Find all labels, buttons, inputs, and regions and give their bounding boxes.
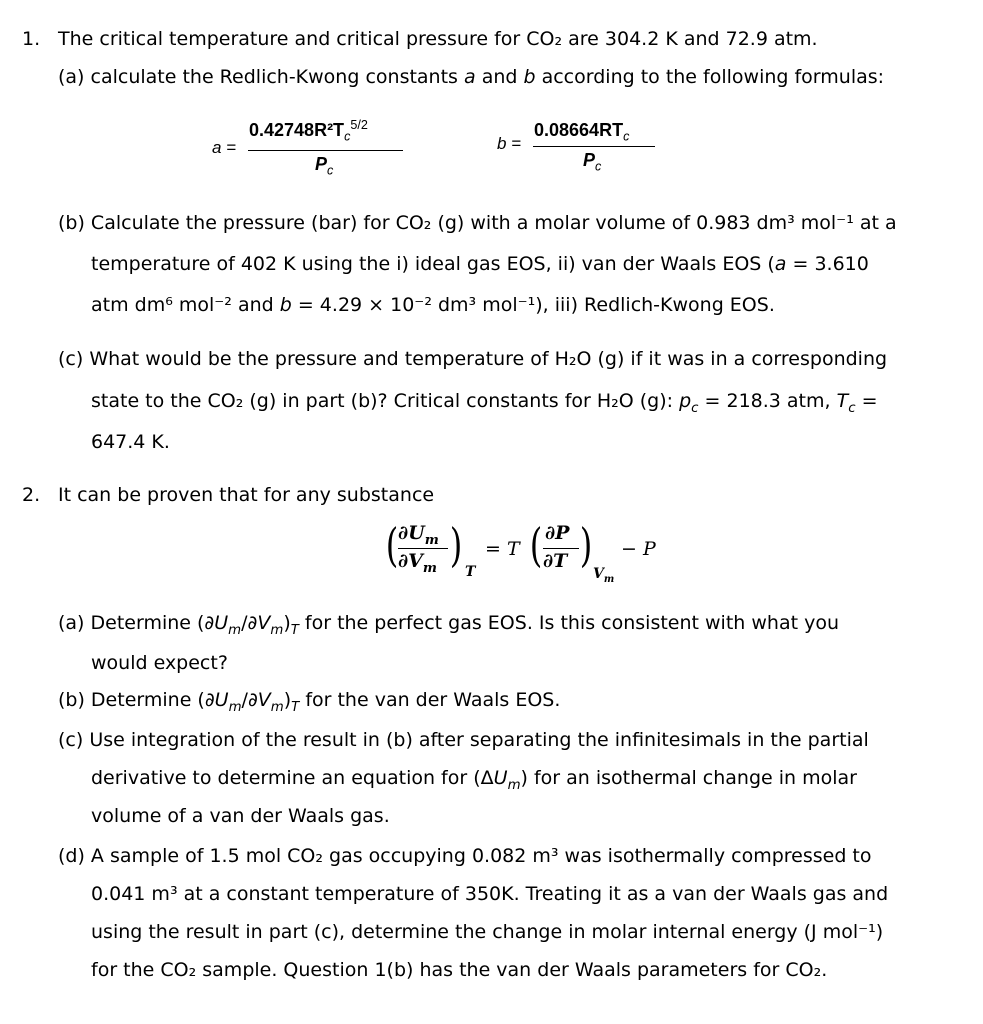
q2a-line-2: would expect? [91,652,228,674]
eq-bar-2 [543,548,579,549]
formula-b-num-text: 0.08664RT [534,120,624,140]
deriv-T: T [290,622,299,638]
q1c-text-2b: = 218.3 atm, [698,390,837,412]
formula-a-num-sub: c [344,129,351,144]
q1c-line-2 [91,388,878,414]
q1c-line-1 [58,346,887,372]
formula-a-lhs: a = [212,138,237,157]
formula-b-den-text: P [583,150,596,170]
formula-a-num-text: 0.42748R²T [249,120,345,140]
eq-sub-Vm-sub: m [603,573,615,585]
q1a-label: (a) [58,66,85,88]
q1a-line-1 [58,64,884,90]
q1c-label: (c) [58,348,84,370]
q1b-text-1: Calculate the pressure (bar) for CO₂ (g) with a molar volume of 0.983 dm³ mol⁻¹ at a [84,212,897,234]
eq-dV-text: ∂V [398,550,423,572]
q2a-text-pre: Determine (∂ [84,612,215,634]
formula-a-num-sup: 5/2 [350,118,368,132]
right-paren-2: ) [579,518,593,572]
formula-b [497,116,677,186]
var-b: b [523,66,536,88]
formula-b-denominator [583,150,602,174]
q2a-label: (a) [58,612,85,634]
q1c-text-2: state to the CO₂ (g) in part (b)? Critical constants for H₂O (g): [91,390,680,412]
question-2-number: 2. [22,484,41,506]
q1b-text-2b: = 3.610 [786,253,869,275]
right-paren-1: ) [449,518,463,572]
formula-b-lhs: b = [497,134,522,153]
eq-dV [398,550,437,576]
deriv-m: m [228,699,242,715]
var-pc: p [679,390,692,412]
eq-tail: − P [621,538,656,560]
q1b-line-3 [91,292,775,318]
formula-a-numerator [249,118,368,144]
eq-sub-T: T [465,564,476,580]
q2c-line-3: volume of a van der Waals gas. [91,805,390,827]
formula-a-den-sub: c [327,163,334,178]
q2b-text-post: for the van der Waals EOS. [299,689,561,711]
q2a-text-post: for the perfect gas EOS. Is this consistent with what you [298,612,839,634]
eq-dU-sub: m [424,532,439,548]
q2d-line-2: 0.041 m³ at a constant temperature of 350K. Treating it as a van der Waals gas and [91,883,889,905]
deriv-U: U [214,689,229,711]
deriv-close: ) [283,689,292,711]
eq-equals-T: = T [485,538,520,560]
q2c-line-1 [58,727,869,753]
deriv-V: V [257,689,271,711]
left-paren-1: ( [385,518,399,572]
var-tc: T [836,390,849,412]
deriv-m-2: m [270,622,284,638]
q1b-text-3b: = 4.29 × 10⁻² dm³ mol⁻¹), iii) Redlich-Kwong EOS. [291,294,775,316]
question-2-intro: It can be proven that for any substance [58,484,435,506]
q1b-text-2: temperature of 402 K using the i) ideal gas EOS, ii) van der Waals EOS ( [91,253,775,275]
eq-sub-Vm [593,566,615,585]
deriv-T: T [291,699,300,715]
q1b-text-3: atm dm⁶ mol⁻² and [91,294,280,316]
q1c-line-3: 647.4 K. [91,431,170,453]
formula-a-denominator [315,154,334,178]
var-pc-sub: c [691,400,699,416]
question-1-intro: The critical temperature and critical pressure for CO₂ are 304.2 K and 72.9 atm. [58,28,818,50]
formula-b-den-sub: c [595,159,602,174]
q2b-label: (b) [58,689,85,711]
eq-dP: ∂P [545,522,570,544]
var-a: a [774,253,787,275]
q2c-text-1: Use integration of the result in (b) after separating the infinitesimals in the partial [83,729,869,751]
q2d-line-1 [58,843,872,869]
eq-bar-1 [398,548,448,549]
equation [383,518,683,598]
q2b-text-pre: Determine (∂ [84,689,215,711]
q2d-line-3: using the result in part (c), determine the change in molar internal energy (J mol⁻¹) [91,921,884,943]
eq-dU-text: ∂U [398,522,425,544]
deriv-m: m [228,622,242,638]
formula-a-den-text: P [315,154,328,174]
q1b-line-1 [58,210,897,236]
deriv-V: V [257,612,271,634]
q2c-label: (c) [58,729,84,751]
formula-a [212,116,412,186]
delta-U: U [493,767,508,789]
eq-dU [398,522,439,548]
question-1-number: 1. [22,28,41,50]
formula-b-num-sub: c [623,129,630,144]
q2a-line-1 [58,610,839,636]
q1b-label: (b) [58,212,85,234]
q2d-line-4: for the CO₂ sample. Question 1(b) has the van der Waals parameters for CO₂. [91,959,828,981]
var-a: a [464,66,476,88]
q2c-line-2 [91,765,857,791]
eq-sub-Vm-text: V [593,566,604,582]
deriv-m-2: m [270,699,284,715]
deriv-slash: /∂ [241,612,258,634]
formula-b-bar [533,146,655,147]
q1c-text-2c: = [855,390,878,412]
var-b: b [279,294,292,316]
left-paren-2: ( [529,518,543,572]
q2c-text-2-pre: derivative to determine an equation for (Δ [91,767,494,789]
eq-dV-sub: m [422,560,437,576]
deriv-U: U [214,612,229,634]
q2b-line-1 [58,687,560,713]
q2d-label: (d) [58,845,85,867]
q1a-text: calculate the Redlich-Kwong constants [84,66,464,88]
q2d-text-1: A sample of 1.5 mol CO₂ gas occupying 0.082 m³ was isothermally compressed to [84,845,872,867]
q1c-text-1: What would be the pressure and temperature of H₂O (g) if it was in a corresponding [83,348,888,370]
q1b-line-2 [91,251,869,277]
q1a-text-2: according to the following formulas: [535,66,885,88]
formula-a-bar [248,150,403,151]
formula-b-numerator [534,120,630,144]
deriv-slash: /∂ [241,689,258,711]
q2c-text-2-post: ) for an isothermal change in molar [520,767,857,789]
eq-dT: ∂T [543,550,568,572]
deriv-close: ) [283,612,291,634]
var-tc-sub: c [848,400,856,416]
delta-U-m: m [507,777,521,793]
q1a-and: and [475,66,524,88]
